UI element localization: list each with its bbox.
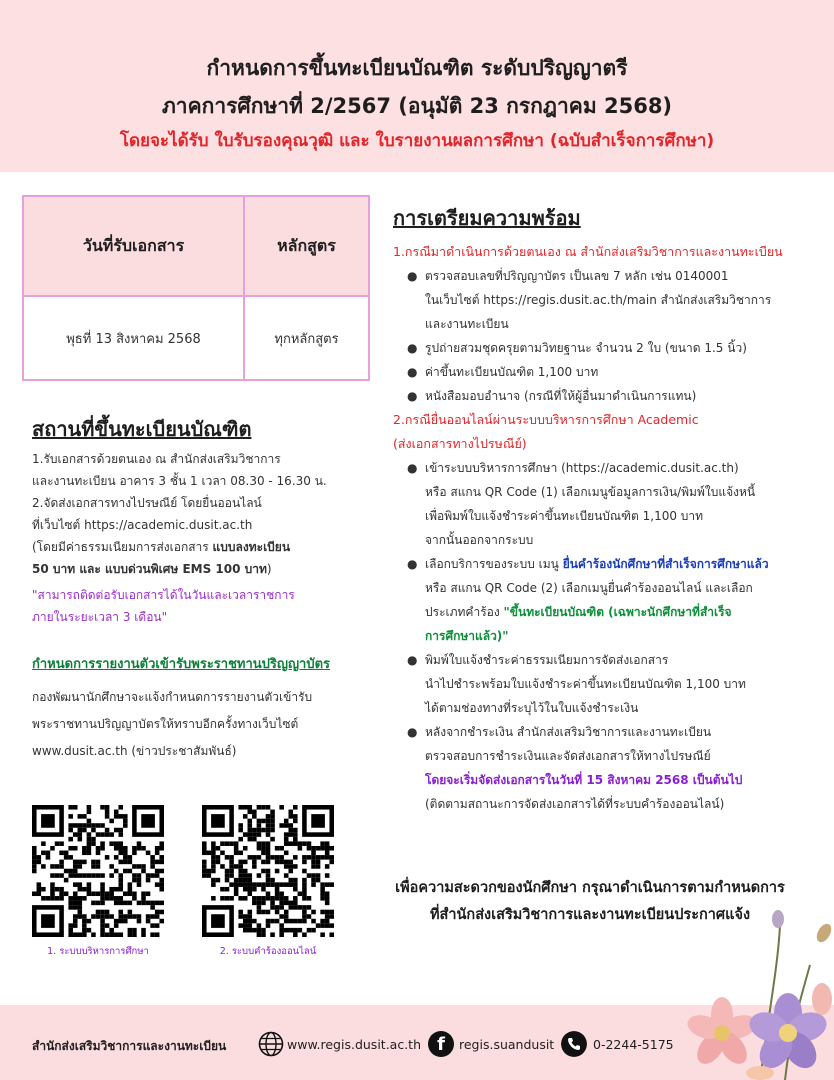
prep-title: การเตรียมความพร้อม: [393, 206, 581, 230]
footer-phone[interactable]: 0-2244-5175: [593, 1037, 674, 1052]
menu-highlight: ยื่นคำร้องนักศึกษาที่สำเร็จการศึกษาแล้ว: [562, 557, 769, 571]
fee-prefix: (โดยมีค่าธรรมเนียมการส่งเอกสาร: [32, 540, 213, 554]
list-item-cont: ได้ตามช่องทางที่ระบุไว้ในใบแจ้งชำระเงิน: [425, 701, 639, 715]
fee-line-1: [32, 536, 382, 558]
list-item: ● พิมพ์ใบแจ้งชำระค่าธรรมเนียมการจัดส่งเอกสาร: [393, 648, 823, 672]
bullet-icon: ●: [407, 557, 418, 571]
phone-icon: [561, 1031, 587, 1057]
case-1-title: 1.กรณีมาดำเนินการด้วยตนเอง ณ สำนักส่งเสริมวิชาการและงานทะเบียน: [393, 244, 783, 259]
report-line-3: www.dusit.ac.th (ข่าวประชาสัมพันธ์): [32, 744, 237, 758]
page-subtitle-term: ภาคการศึกษาที่ 2/2567 (อนุมัติ 23 กรกฎาคม 2568): [161, 94, 673, 118]
closing-line-2: ที่สำนักส่งเสริมวิชาการและงานทะเบียนประกาศแจ้ง: [429, 907, 751, 923]
list-item: ● เลือกบริการของระบบ เมนู ยื่นคำร้องนักศึกษาที่สำเร็จการศึกษาแล้ว: [393, 552, 823, 576]
flower-decoration: [660, 905, 834, 1080]
footer-org-name: สำนักส่งเสริมวิชาการและงานทะเบียน: [32, 1039, 227, 1053]
footer-website-link[interactable]: www.regis.dusit.ac.th: [287, 1037, 421, 1052]
bullet-icon: ●: [407, 365, 418, 379]
report-title: กำหนดการรายงานตัวเข้ารับพระราชทานปริญญาบัตร: [32, 657, 331, 672]
table-row: [23, 296, 369, 380]
report-body: [32, 684, 382, 765]
bullet-icon: ●: [407, 389, 418, 403]
bullet-icon: ●: [407, 461, 418, 475]
bullet-icon: ●: [407, 341, 418, 355]
case-2-title: 2.กรณียื่นออนไลน์ผ่านระบบบริหารการศึกษา Academic: [393, 412, 699, 427]
bullet-icon: ●: [407, 725, 418, 739]
cell-program: ทุกหลักสูตร: [244, 296, 369, 380]
list-item-cont: เพื่อพิมพ์ใบแจ้งชำระค่าขึ้นทะเบียนบัณฑิต 1,100 บาท: [425, 509, 704, 523]
location-body: [32, 448, 382, 628]
fee-ems: 50 บาท และ แบบด่วนพิเศษ EMS 100 บาท: [32, 562, 267, 576]
location-line-3: 2.จัดส่งเอกสารทางไปรษณีย์ โดยยื่นออนไลน์: [32, 496, 262, 510]
facebook-icon: f: [428, 1031, 454, 1057]
fee-line-2: [32, 558, 382, 580]
list-item: ● หนังสือมอบอำนาจ (กรณีที่ให้ผู้อื่นมาดำเนินการแทน): [393, 384, 823, 408]
closing-line-1: เพื่อความสะดวกของนักศึกษา กรุณาดำเนินการตามกำหนดการ: [395, 880, 785, 896]
schedule-table: [22, 195, 370, 381]
list-item: ● หลังจากชำระเงิน สำนักส่งเสริมวิชาการและงานทะเบียน: [393, 720, 823, 744]
report-line-2: พระราชทานปริญญาบัตรให้ทราบอีกครั้งทางเว็บไซต์: [32, 717, 299, 731]
pickup-note-2: ภายในระยะเวลา 3 เดือน": [32, 610, 168, 624]
list-item-cont: ตรวจสอบการชำระเงินและจัดส่งเอกสารให้ทางไปรษณีย์: [425, 749, 711, 763]
pickup-note-1: "สามารถติดต่อรับเอกสารได้ในวันและเวลาราชการ: [32, 588, 295, 602]
header-date: วันที่รับเอกสาร: [23, 196, 244, 296]
qr-code-online-request[interactable]: [202, 805, 334, 937]
page-subtitle-documents: โดยจะได้รับ ใบรับรองคุณวุฒิ และ ใบรายงานผลการศึกษา (ฉบับสำเร็จการศึกษา): [119, 131, 715, 151]
schedule-table-header: [23, 196, 369, 296]
qr-caption-online-request: 2. ระบบคำร้องออนไลน์: [219, 946, 317, 957]
bullet-icon: ●: [407, 653, 418, 667]
cell-date: พุธที่ 13 สิงหาคม 2568: [23, 296, 244, 380]
list-item-cont: นำไปชำระพร้อมใบแจ้งชำระค่าขึ้นทะเบียนบัณฑิต 1,100 บาท: [425, 677, 746, 691]
fee-end: ): [266, 562, 272, 576]
request-type-highlight: "ขึ้นทะเบียนบัณฑิต (เฉพาะนักศึกษาที่สำเร็จ: [503, 605, 732, 619]
page-title: กำหนดการขึ้นทะเบียนบัณฑิต ระดับปริญญาตรี: [206, 56, 628, 80]
footer-facebook-link[interactable]: regis.suandusit: [459, 1037, 555, 1052]
header-banner: [0, 0, 834, 172]
case-2-subtitle: (ส่งเอกสารทางไปรษณีย์): [393, 436, 527, 451]
list-item: ● เข้าระบบบริหารการศึกษา (https://academic.dusit.ac.th): [393, 456, 823, 480]
list-item-cont: หรือ สแกน QR Code (1) เลือกเมนูข้อมูลการเงิน/พิมพ์ใบแจ้งหนี้: [425, 485, 756, 499]
qr-caption-academic: 1. ระบบบริหารการศึกษา: [47, 946, 149, 957]
list-item: ● รูปถ่ายสวมชุดครุยตามวิทยฐานะ จำนวน 2 ใบ (ขนาด 1.5 นิ้ว): [393, 336, 823, 360]
list-item-cont: และงานทะเบียน: [425, 317, 509, 331]
globe-icon: [258, 1031, 284, 1057]
list-item-cont: จากนั้นออกจากระบบ: [425, 533, 534, 547]
list-item-cont: ประเภทคำร้อง "ขึ้นทะเบียนบัณฑิต (เฉพาะนักศึกษาที่สำเร็จ: [425, 605, 732, 619]
list-item: ● ตรวจสอบเลขที่ปริญญาบัตร เป็นเลข 7 หลัก เช่น 0140001: [393, 264, 823, 288]
list-item: ● ค่าขึ้นทะเบียนบัณฑิต 1,100 บาท: [393, 360, 823, 384]
qr-code-academic[interactable]: [32, 805, 164, 937]
prep-body: [393, 240, 823, 816]
header-program: หลักสูตร: [244, 196, 369, 296]
list-item-cont: การศึกษาแล้ว)": [425, 629, 509, 643]
location-title: สถานที่ขึ้นทะเบียนบัณฑิต: [32, 417, 252, 441]
list-item-cont: ในเว็บไซต์ https://regis.dusit.ac.th/main สำนักส่งเสริมวิชาการ: [425, 293, 772, 307]
report-line-1: กองพัฒนานักศึกษาจะแจ้งกำหนดการรายงานตัวเข้ารับ: [32, 690, 313, 704]
list-item-cont: หรือ สแกน QR Code (2) เลือกเมนูยื่นคำร้องออนไลน์ และเลือก: [425, 581, 753, 595]
shipping-date-highlight: โดยจะเริ่มจัดส่งเอกสารในวันที่ 15 สิงหาคม 2568 เป็นต้นไป: [425, 773, 743, 787]
bullet-icon: ●: [407, 269, 418, 283]
fee-registered: แบบลงทะเบียน: [212, 540, 291, 554]
location-line-4: ที่เว็บไซต์ https://academic.dusit.ac.th: [32, 518, 253, 532]
location-line-2: และงานทะเบียน อาคาร 3 ชั้น 1 เวลา 08.30 - 16.30 น.: [32, 474, 327, 488]
location-line-1: 1.รับเอกสารด้วยตนเอง ณ สำนักส่งเสริมวิชาการ: [32, 452, 281, 466]
list-item-cont: (ติดตามสถานะการจัดส่งเอกสารได้ที่ระบบคำร้องออนไลน์): [425, 797, 725, 811]
